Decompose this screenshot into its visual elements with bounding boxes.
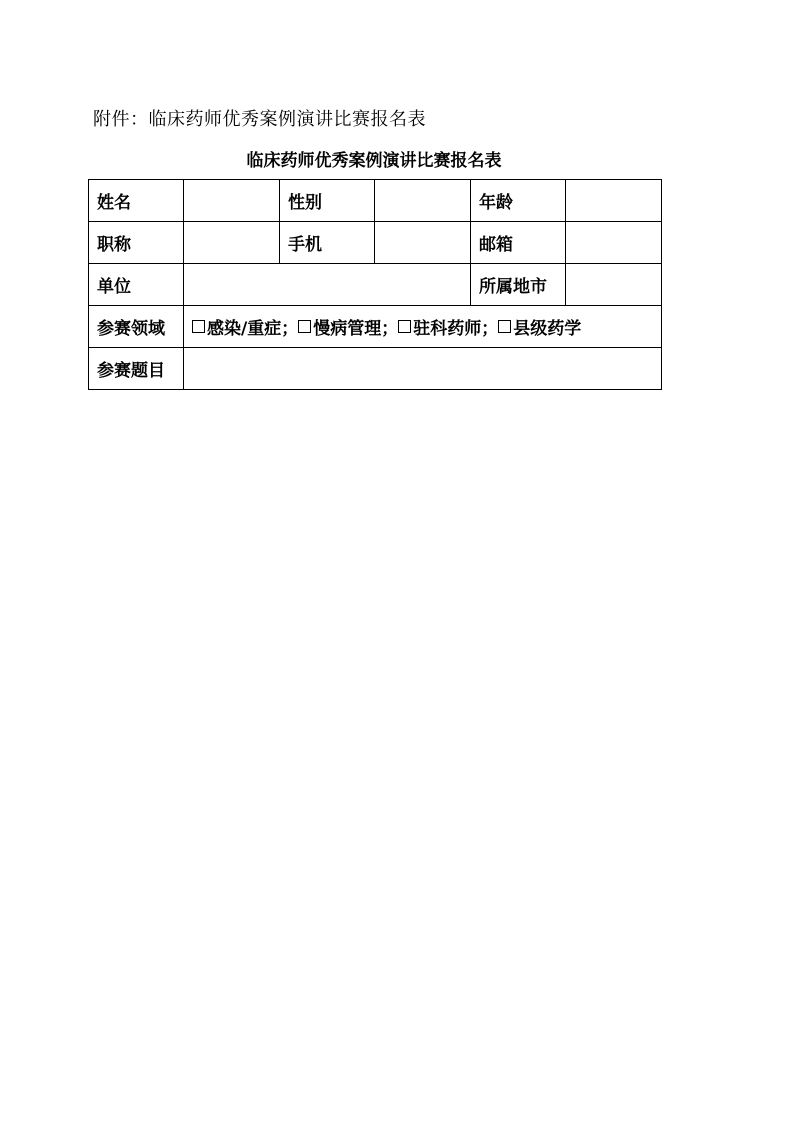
title-field[interactable] [184, 222, 280, 264]
option-separator: ； [481, 319, 499, 339]
city-label: 所属地市 [471, 264, 566, 306]
field-options [192, 314, 581, 339]
topic-label: 参赛题目 [89, 348, 184, 390]
field-label: 参赛领域 [89, 306, 184, 348]
field-option-infection[interactable] [192, 314, 298, 339]
age-field[interactable] [566, 180, 662, 222]
checkbox-icon[interactable] [192, 320, 205, 333]
attachment-line: 附件：临床药师优秀案例演讲比赛报名表 [93, 109, 426, 130]
registration-form-table [88, 179, 662, 390]
name-label: 姓名 [89, 180, 184, 222]
table-row [89, 348, 662, 390]
phone-field[interactable] [375, 222, 471, 264]
email-label: 邮箱 [471, 222, 566, 264]
unit-field[interactable] [184, 264, 471, 306]
form-title: 临床药师优秀案例演讲比赛报名表 [246, 151, 502, 171]
field-option-county-pharmacy[interactable] [498, 314, 581, 339]
gender-label: 性别 [280, 180, 375, 222]
table-row [89, 306, 662, 348]
email-field[interactable] [566, 222, 662, 264]
checkbox-icon[interactable] [298, 320, 311, 333]
checkbox-icon[interactable] [398, 320, 411, 333]
option-label: 慢病管理 [313, 319, 382, 339]
option-separator: ； [381, 319, 399, 339]
topic-field[interactable] [184, 348, 662, 390]
unit-label: 单位 [89, 264, 184, 306]
name-field[interactable] [184, 180, 280, 222]
table-row [89, 264, 662, 306]
option-separator: ； [281, 319, 299, 339]
gender-field[interactable] [375, 180, 471, 222]
phone-label: 手机 [280, 222, 375, 264]
field-option-chronic[interactable] [298, 314, 398, 339]
age-label: 年龄 [471, 180, 566, 222]
option-label: 县级药学 [513, 319, 582, 339]
city-field[interactable] [566, 264, 662, 306]
title-label: 职称 [89, 222, 184, 264]
option-label: 驻科药师 [413, 319, 482, 339]
table-row [89, 222, 662, 264]
checkbox-icon[interactable] [498, 320, 511, 333]
table-row [89, 180, 662, 222]
field-options-cell [184, 306, 662, 348]
field-option-ward-pharmacist[interactable] [398, 314, 498, 339]
option-label: 感染/重症 [207, 319, 282, 339]
